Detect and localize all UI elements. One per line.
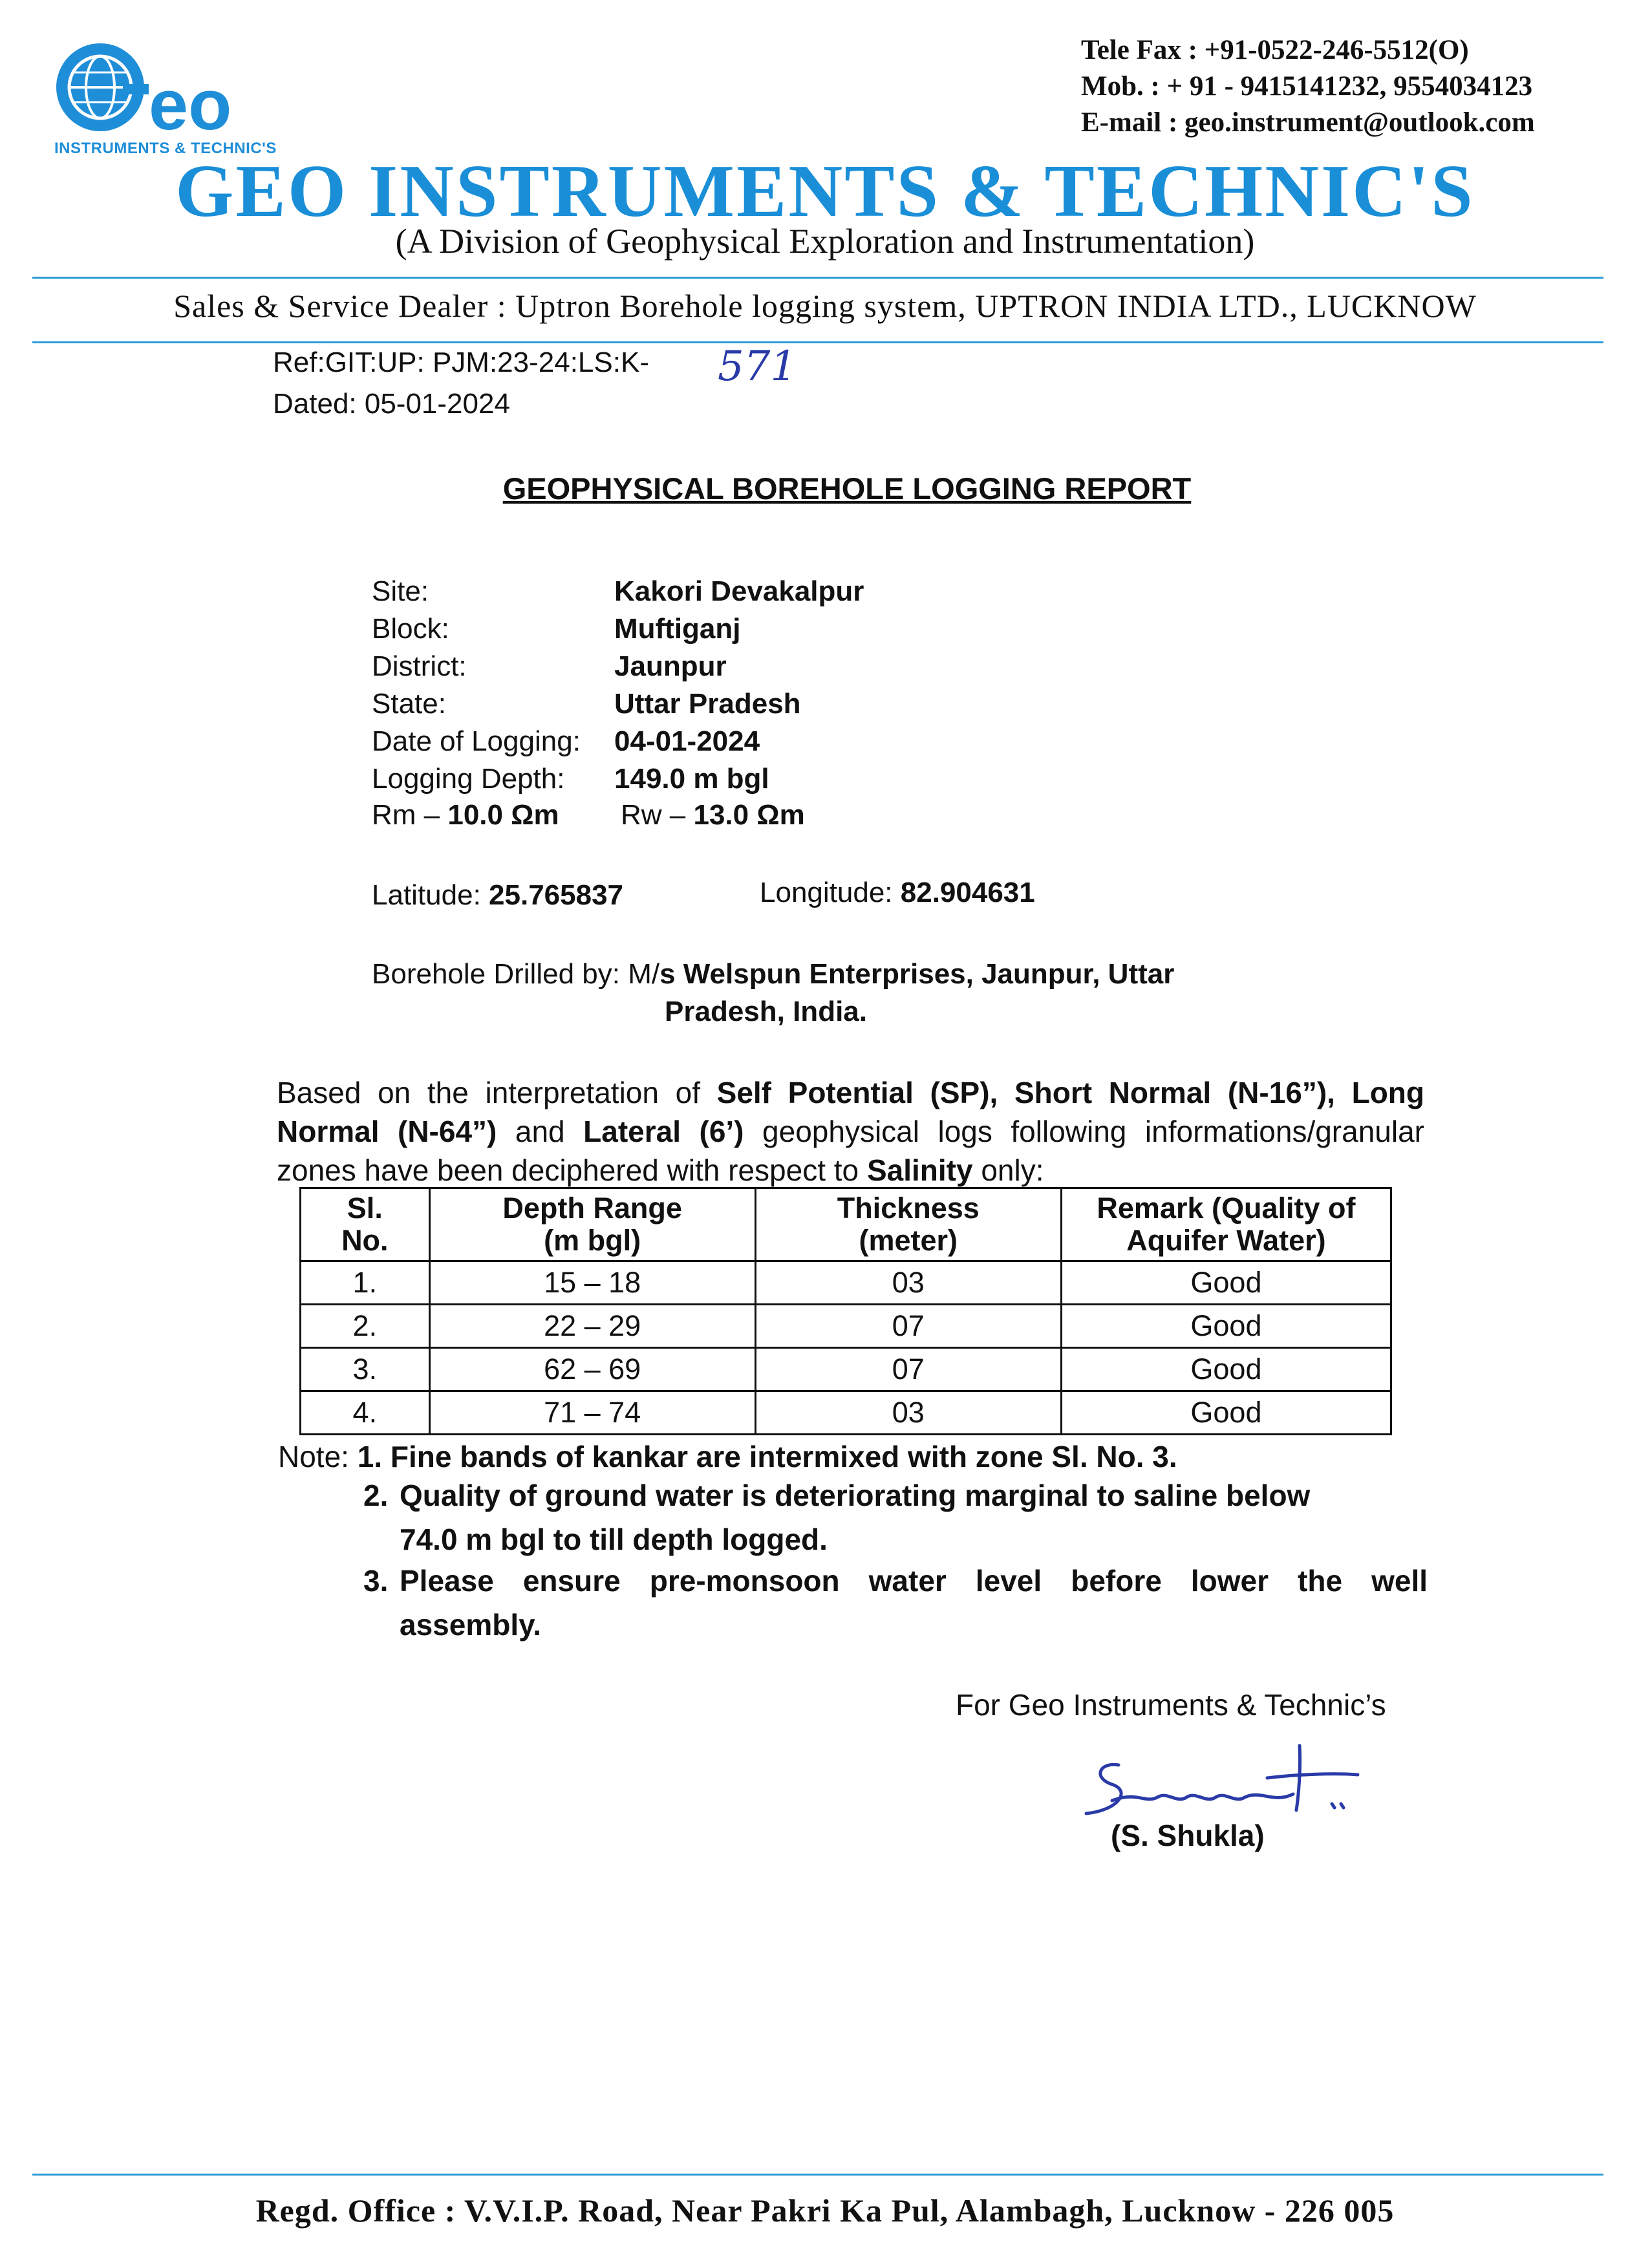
footer-divider [32, 2174, 1603, 2176]
signature-for-line: For Geo Instruments & Technic’s [956, 1688, 1386, 1722]
cell-remark: Good [1061, 1391, 1391, 1435]
registered-office: Regd. Office : V.V.I.P. Road, Near Pakri Ka Pul, Alambagh, Lucknow - 226 005 [255, 2192, 1395, 2229]
cell-sl: 4. [301, 1391, 430, 1435]
drilled-value-line2: Pradesh, India. [665, 996, 867, 1027]
site-label: Site: [372, 575, 429, 607]
cell-sl: 1. [301, 1261, 430, 1305]
header-remark: Remark (Quality of Aquifer Water) [1061, 1188, 1391, 1261]
drilled-value-line1: s Welspun Enterprises, Jaunpur, Uttar [659, 958, 1175, 990]
division-line: (A Division of Geophysical Exploration and Instrumentation) [395, 222, 1255, 261]
header-divider-top [32, 277, 1603, 279]
rw-line [621, 799, 805, 831]
table-header-row [301, 1188, 1391, 1261]
reference-prefix: Ref:GIT:UP: PJM:23-24:LS:K- [273, 347, 649, 378]
drilled-label: Borehole Drilled by: M/ [372, 958, 660, 990]
cell-thickness: 07 [755, 1305, 1061, 1348]
note-1 [278, 1439, 1177, 1474]
para-text-2: and [497, 1115, 584, 1148]
para-logs: Self Potential (SP), Short Normal (N-16”), Long Normal (N-64”) [277, 1076, 1424, 1148]
table-row [301, 1348, 1391, 1391]
cell-depth: 15 – 18 [429, 1261, 755, 1305]
header-sl: Sl. No. [301, 1188, 430, 1261]
cell-thickness: 07 [755, 1348, 1061, 1391]
longitude [760, 877, 1035, 909]
rm-label: Rm – [372, 799, 448, 831]
note-3-number: 3. [363, 1564, 389, 1598]
rw-value: 13.0 Ωm [693, 799, 805, 831]
interpretation-paragraph [277, 1073, 1424, 1190]
header-thickness: Thickness (meter) [755, 1188, 1061, 1261]
header-divider-bottom [32, 341, 1603, 343]
block-value: Muftiganj [614, 613, 741, 645]
logging-depth-label: Logging Depth: [372, 763, 565, 795]
mobile-numbers: Mob. : + 91 - 9415141232, 9554034123 [1081, 71, 1533, 102]
svg-text:eo: eo [149, 65, 232, 145]
note-3-line1: Please ensure pre-monsoon water level before lower the well [400, 1564, 1428, 1598]
longitude-value: 82.904631 [900, 877, 1035, 908]
table-row [301, 1305, 1391, 1348]
header-depth: Depth Range (m bgl) [429, 1188, 755, 1261]
company-name: GEO INSTRUMENTS & TECHNIC'S [175, 150, 1475, 233]
cell-thickness: 03 [755, 1261, 1061, 1305]
cell-depth: 22 – 29 [429, 1305, 755, 1348]
cell-remark: Good [1061, 1348, 1391, 1391]
rw-label: Rw – [621, 799, 694, 831]
cell-sl: 3. [301, 1348, 430, 1391]
aquifer-zones-table [299, 1187, 1392, 1435]
handwritten-signature [1073, 1739, 1371, 1830]
block-label: Block: [372, 613, 449, 645]
cell-depth: 71 – 74 [429, 1391, 755, 1435]
note-3-line2: assembly. [400, 1608, 542, 1642]
table-row [301, 1261, 1391, 1305]
tele-fax: Tele Fax : +91-0522-246-5512(O) [1081, 35, 1469, 65]
cell-thickness: 03 [755, 1391, 1061, 1435]
site-value: Kakori Devakalpur [614, 575, 864, 607]
contact-block [1081, 32, 1547, 141]
note-2-number: 2. [363, 1479, 389, 1512]
para-text-4: only: [972, 1153, 1044, 1187]
state-value: Uttar Pradesh [614, 688, 801, 720]
report-title: GEOPHYSICAL BOREHOLE LOGGING REPORT [502, 471, 1192, 506]
cell-depth: 62 – 69 [429, 1348, 755, 1391]
note-1-number: 1. [357, 1440, 391, 1473]
signatory-name: (S. Shukla) [1111, 1819, 1265, 1852]
logging-depth-value: 149.0 m bgl [614, 763, 769, 795]
note-label: Note: [278, 1440, 358, 1473]
logging-date-label: Date of Logging: [372, 725, 581, 757]
reference-number: 571 [718, 343, 797, 390]
logo-subtitle: INSTRUMENTS & TECHNIC'S [54, 140, 277, 157]
drilled-by [372, 958, 1174, 990]
dealer-line: Sales & Service Dealer : Uptron Borehole logging system, UPTRON INDIA LTD., LUCKNOW [173, 288, 1477, 324]
para-lateral: Lateral (6’) [583, 1115, 744, 1148]
dated-line: Dated: 05-01-2024 [273, 388, 510, 420]
note-1-text: Fine bands of kankar are intermixed with zone Sl. No. 3. [390, 1440, 1177, 1473]
para-text-3: geophysical logs following informations/granular zones have been deciphered with respect to [277, 1115, 1424, 1187]
cell-sl: 2. [301, 1305, 430, 1348]
latitude [372, 879, 623, 912]
note-2-line2: 74.0 m bgl to till depth logged. [400, 1523, 828, 1556]
district-label: District: [372, 650, 467, 682]
district-value: Jaunpur [614, 650, 727, 682]
note-2-line1: Quality of ground water is deteriorating marginal to saline below [400, 1479, 1311, 1512]
rm-value: 10.0 Ωm [447, 799, 559, 831]
latitude-label: Latitude: [372, 879, 489, 911]
cell-remark: Good [1061, 1261, 1391, 1305]
state-label: State: [372, 688, 446, 720]
email-address: E-mail : geo.instrument@outlook.com [1081, 107, 1535, 138]
table-row [301, 1391, 1391, 1435]
resistivity-line [372, 799, 559, 831]
para-text-1: Based on the interpretation of [277, 1076, 717, 1109]
cell-remark: Good [1061, 1305, 1391, 1348]
longitude-label: Longitude: [760, 877, 901, 908]
para-salinity: Salinity [866, 1153, 973, 1187]
latitude-value: 25.765837 [489, 879, 624, 911]
logging-date-value: 04-01-2024 [614, 725, 760, 757]
